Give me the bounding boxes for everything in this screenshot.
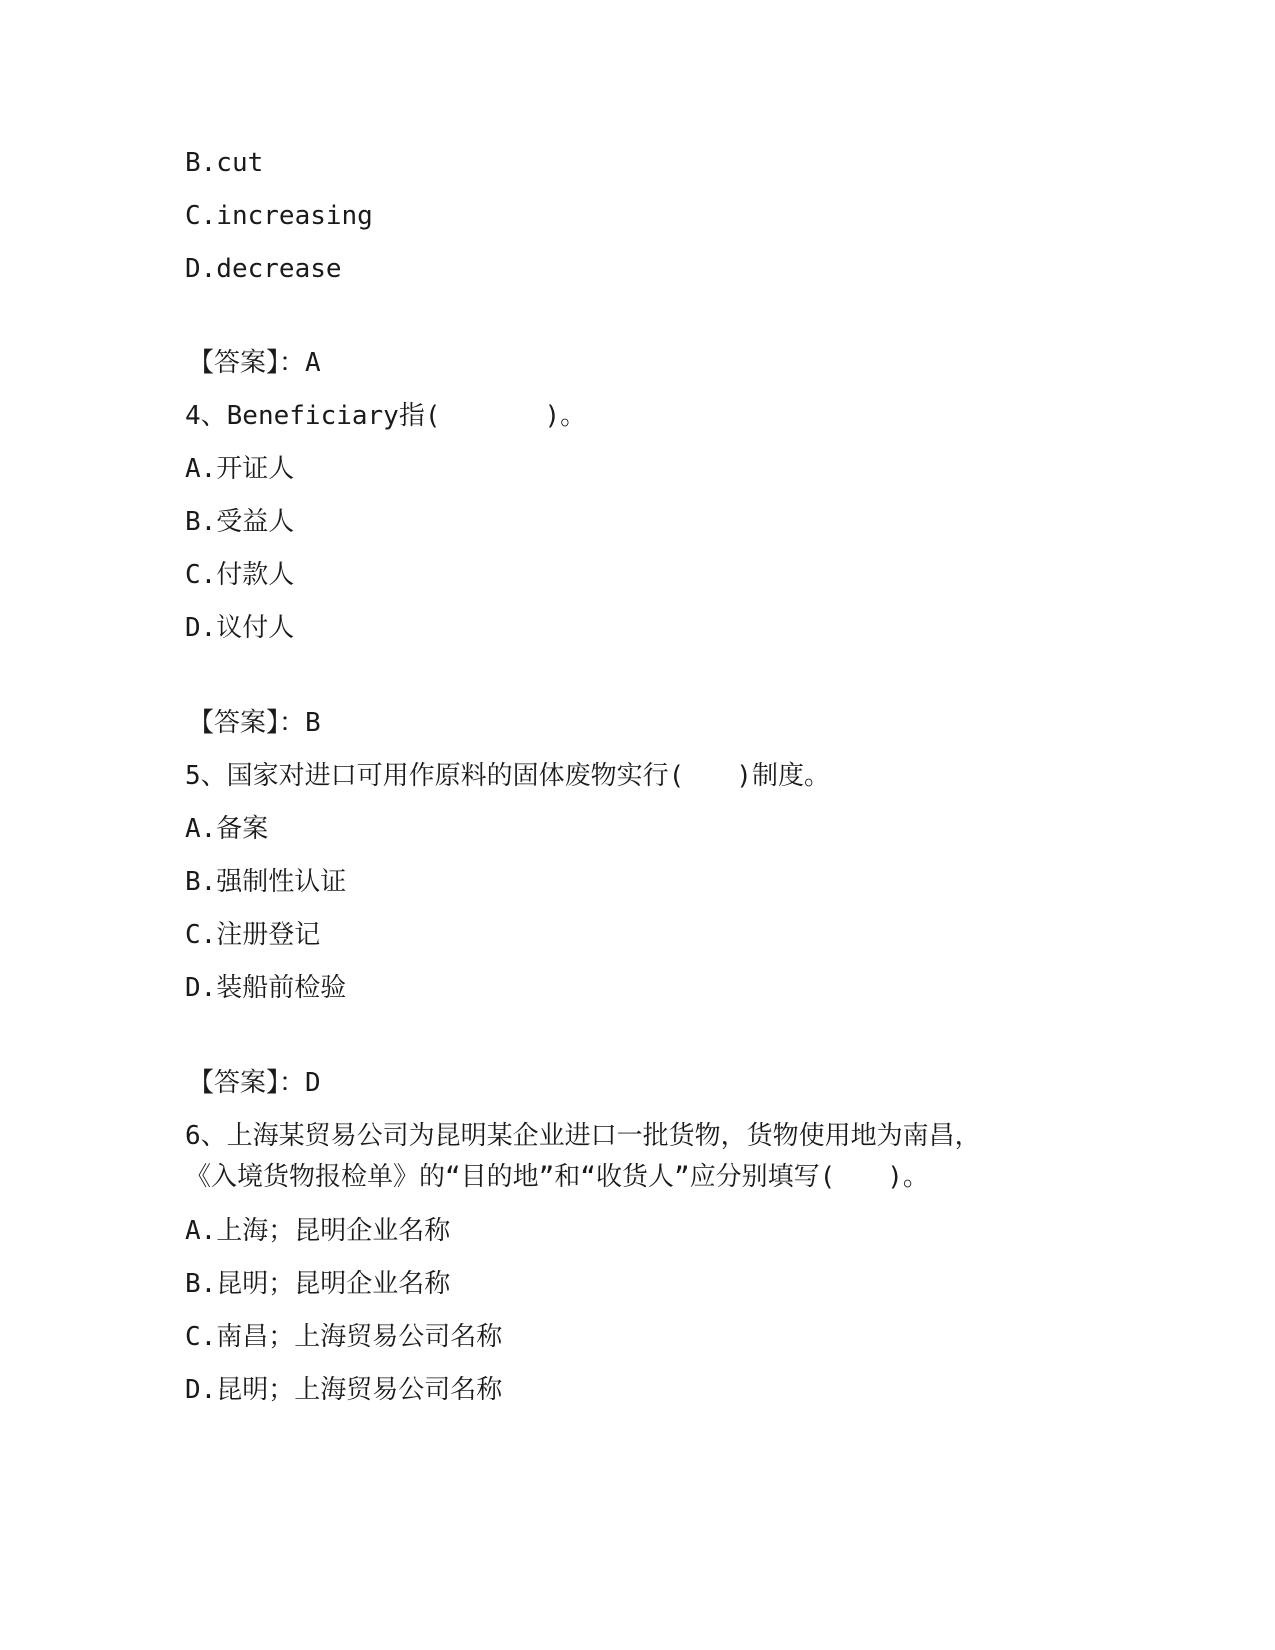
question-5-option-b: B.强制性认证: [185, 867, 347, 897]
question-4-option-b: B.受益人: [185, 507, 295, 537]
question-6-option-d: D.昆明；上海贸易公司名称: [185, 1375, 503, 1405]
question-6-option-a: A.上海；昆明企业名称: [185, 1216, 451, 1246]
question-4-option-c: C.付款人: [185, 560, 295, 590]
question-5-option-a: A.备案: [185, 814, 269, 844]
question-4-answer: 【答案】：B: [188, 708, 321, 738]
question-5-answer: 【答案】：D: [188, 1068, 321, 1098]
answer-label: 【答案】：A: [188, 348, 321, 378]
question-4-option-d: D.议付人: [185, 613, 295, 643]
question-5-option-d: D.装船前检验: [185, 973, 347, 1003]
question-5-stem: 5、国家对进口可用作原料的固体废物实行( )制度。: [185, 761, 830, 791]
option-c: C.increasing: [185, 201, 373, 231]
question-4-stem: 4、Beneficiary指( )。: [185, 401, 587, 431]
question-5-option-c: C.注册登记: [185, 920, 321, 950]
question-6-stem-line-1: 6、上海某贸易公司为昆明某企业进口一批货物，货物使用地为南昌，: [185, 1121, 981, 1151]
question-4-option-a: A.开证人: [185, 454, 295, 484]
question-6-stem-line-2: 《入境货物报检单》的“目的地”和“收货人”应分别填写( )。: [185, 1162, 929, 1192]
option-d: D.decrease: [185, 254, 342, 284]
question-6-option-c: C.南昌；上海贸易公司名称: [185, 1322, 503, 1352]
question-6-option-b: B.昆明；昆明企业名称: [185, 1269, 451, 1299]
option-b: B.cut: [185, 148, 264, 178]
